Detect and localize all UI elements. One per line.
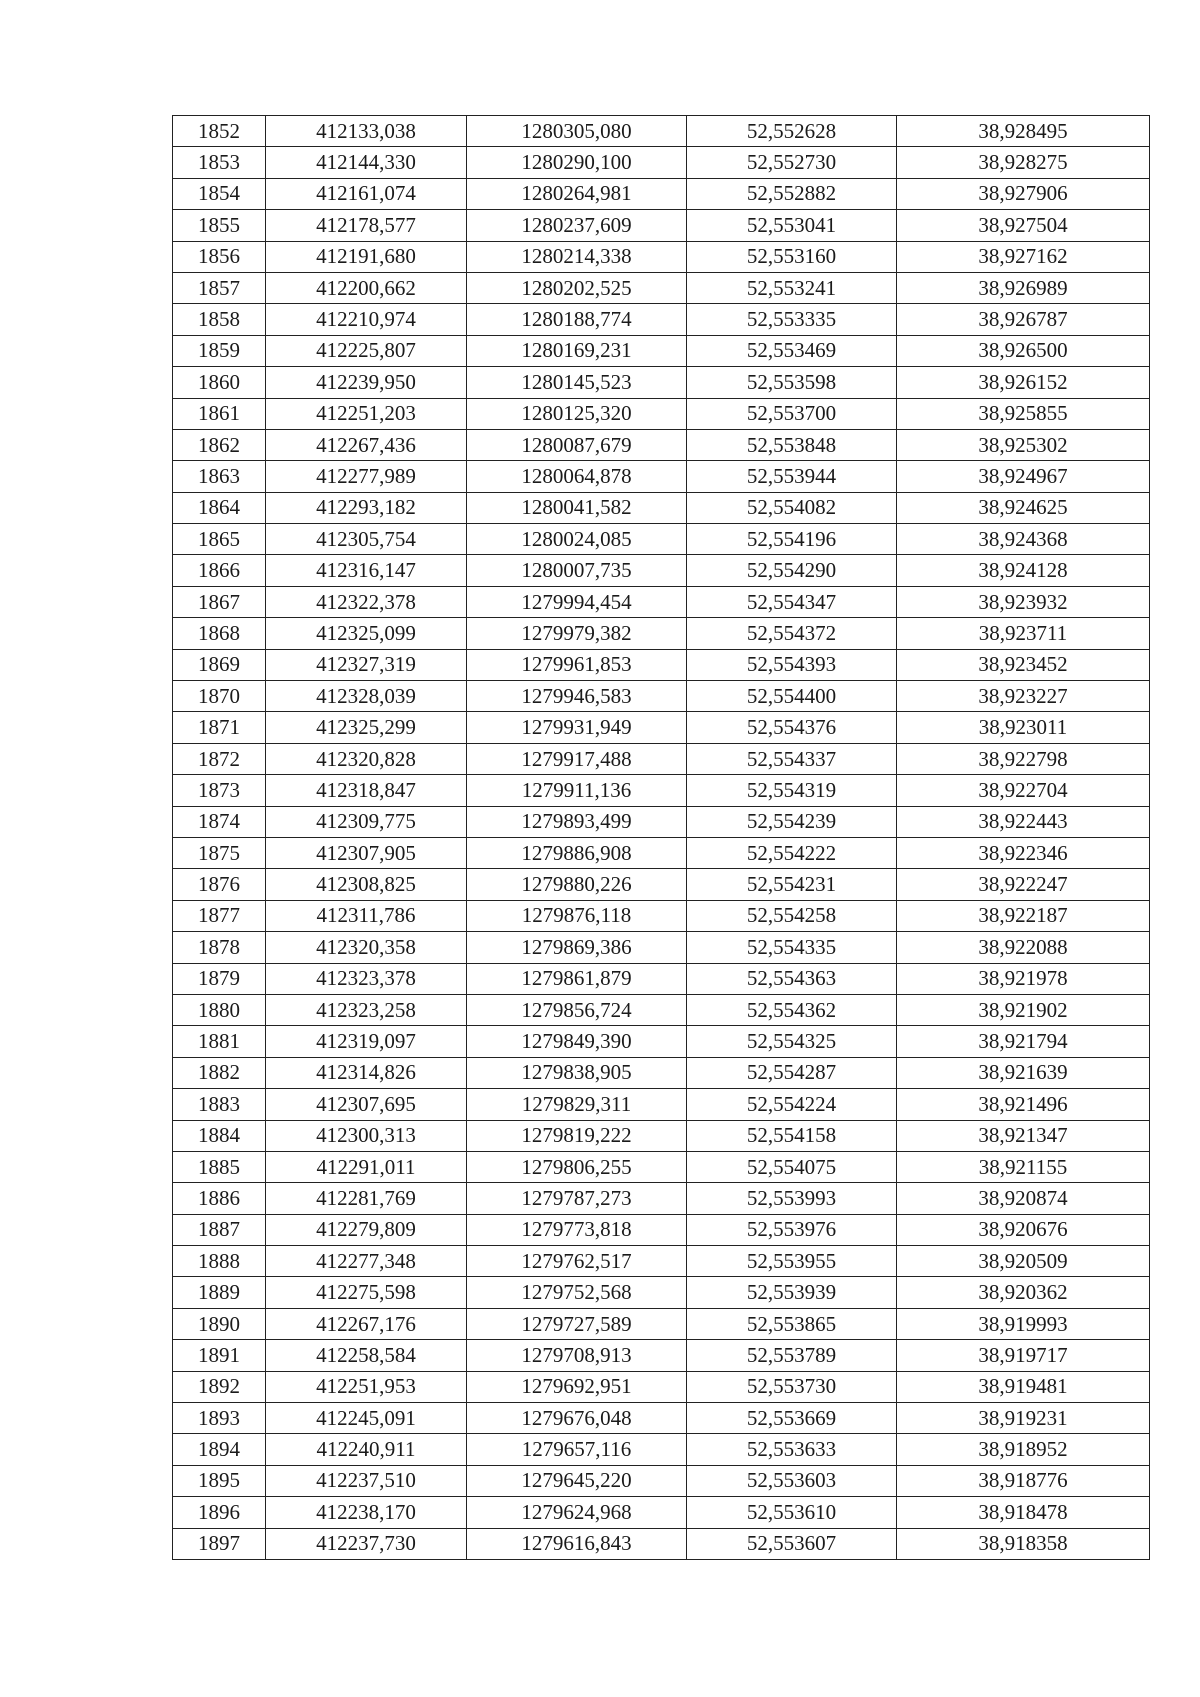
table-row [173, 869, 1150, 900]
x-coordinate-cell: 412239,950 [266, 367, 467, 398]
y-coordinate-cell: 1279869,386 [467, 932, 687, 963]
table-row [173, 398, 1150, 429]
y-coordinate-cell: 1280145,523 [467, 367, 687, 398]
point-number-cell: 1853 [173, 147, 266, 178]
longitude-cell: 38,926989 [897, 272, 1150, 303]
x-coordinate-cell: 412281,769 [266, 1183, 467, 1214]
longitude-cell: 38,919993 [897, 1308, 1150, 1339]
table-row [173, 1497, 1150, 1528]
longitude-cell: 38,919717 [897, 1340, 1150, 1371]
x-coordinate-cell: 412293,182 [266, 492, 467, 523]
y-coordinate-cell: 1280264,981 [467, 178, 687, 209]
longitude-cell: 38,928495 [897, 116, 1150, 147]
point-number-cell: 1878 [173, 932, 266, 963]
latitude-cell: 52,554393 [687, 649, 897, 680]
table-row [173, 1246, 1150, 1277]
y-coordinate-cell: 1280169,231 [467, 335, 687, 366]
point-number-cell: 1893 [173, 1403, 266, 1434]
longitude-cell: 38,924625 [897, 492, 1150, 523]
x-coordinate-cell: 412320,828 [266, 743, 467, 774]
latitude-cell: 52,554347 [687, 586, 897, 617]
x-coordinate-cell: 412251,953 [266, 1371, 467, 1402]
y-coordinate-cell: 1279946,583 [467, 681, 687, 712]
table-row [173, 681, 1150, 712]
point-number-cell: 1867 [173, 586, 266, 617]
y-coordinate-cell: 1279657,116 [467, 1434, 687, 1465]
longitude-cell: 38,927906 [897, 178, 1150, 209]
x-coordinate-cell: 412275,598 [266, 1277, 467, 1308]
x-coordinate-cell: 412161,074 [266, 178, 467, 209]
table-row [173, 1403, 1150, 1434]
x-coordinate-cell: 412191,680 [266, 241, 467, 272]
table-row [173, 555, 1150, 586]
longitude-cell: 38,920362 [897, 1277, 1150, 1308]
y-coordinate-cell: 1280237,609 [467, 210, 687, 241]
point-number-cell: 1885 [173, 1151, 266, 1182]
table-row [173, 618, 1150, 649]
latitude-cell: 52,553241 [687, 272, 897, 303]
table-row [173, 900, 1150, 931]
longitude-cell: 38,921496 [897, 1089, 1150, 1120]
y-coordinate-cell: 1279876,118 [467, 900, 687, 931]
x-coordinate-cell: 412238,170 [266, 1497, 467, 1528]
latitude-cell: 52,553598 [687, 367, 897, 398]
point-number-cell: 1897 [173, 1528, 266, 1559]
latitude-cell: 52,554376 [687, 712, 897, 743]
latitude-cell: 52,552730 [687, 147, 897, 178]
y-coordinate-cell: 1279931,949 [467, 712, 687, 743]
point-number-cell: 1865 [173, 524, 266, 555]
y-coordinate-cell: 1279911,136 [467, 775, 687, 806]
table-row [173, 1214, 1150, 1245]
longitude-cell: 38,922187 [897, 900, 1150, 931]
latitude-cell: 52,553976 [687, 1214, 897, 1245]
point-number-cell: 1856 [173, 241, 266, 272]
x-coordinate-cell: 412267,176 [266, 1308, 467, 1339]
y-coordinate-cell: 1280087,679 [467, 429, 687, 460]
y-coordinate-cell: 1279752,568 [467, 1277, 687, 1308]
latitude-cell: 52,554319 [687, 775, 897, 806]
y-coordinate-cell: 1280064,878 [467, 461, 687, 492]
point-number-cell: 1860 [173, 367, 266, 398]
longitude-cell: 38,924368 [897, 524, 1150, 555]
point-number-cell: 1854 [173, 178, 266, 209]
table-row [173, 649, 1150, 680]
point-number-cell: 1882 [173, 1057, 266, 1088]
x-coordinate-cell: 412245,091 [266, 1403, 467, 1434]
longitude-cell: 38,923452 [897, 649, 1150, 680]
point-number-cell: 1874 [173, 806, 266, 837]
x-coordinate-cell: 412225,807 [266, 335, 467, 366]
y-coordinate-cell: 1279727,589 [467, 1308, 687, 1339]
x-coordinate-cell: 412309,775 [266, 806, 467, 837]
longitude-cell: 38,920509 [897, 1246, 1150, 1277]
y-coordinate-cell: 1280125,320 [467, 398, 687, 429]
longitude-cell: 38,921639 [897, 1057, 1150, 1088]
table-row [173, 304, 1150, 335]
x-coordinate-cell: 412307,905 [266, 837, 467, 868]
table-row [173, 210, 1150, 241]
x-coordinate-cell: 412258,584 [266, 1340, 467, 1371]
y-coordinate-cell: 1279961,853 [467, 649, 687, 680]
point-number-cell: 1857 [173, 272, 266, 303]
point-number-cell: 1879 [173, 963, 266, 994]
longitude-cell: 38,922346 [897, 837, 1150, 868]
latitude-cell: 52,552628 [687, 116, 897, 147]
latitude-cell: 52,553160 [687, 241, 897, 272]
table-row [173, 1151, 1150, 1182]
y-coordinate-cell: 1279994,454 [467, 586, 687, 617]
y-coordinate-cell: 1280007,735 [467, 555, 687, 586]
longitude-cell: 38,922247 [897, 869, 1150, 900]
y-coordinate-cell: 1279856,724 [467, 994, 687, 1025]
longitude-cell: 38,921902 [897, 994, 1150, 1025]
latitude-cell: 52,553700 [687, 398, 897, 429]
x-coordinate-cell: 412323,378 [266, 963, 467, 994]
point-number-cell: 1869 [173, 649, 266, 680]
x-coordinate-cell: 412237,510 [266, 1465, 467, 1496]
table-row [173, 963, 1150, 994]
table-row [173, 116, 1150, 147]
longitude-cell: 38,922704 [897, 775, 1150, 806]
y-coordinate-cell: 1279806,255 [467, 1151, 687, 1182]
longitude-cell: 38,923711 [897, 618, 1150, 649]
latitude-cell: 52,553633 [687, 1434, 897, 1465]
longitude-cell: 38,921155 [897, 1151, 1150, 1182]
y-coordinate-cell: 1279645,220 [467, 1465, 687, 1496]
x-coordinate-cell: 412320,358 [266, 932, 467, 963]
longitude-cell: 38,926787 [897, 304, 1150, 335]
x-coordinate-cell: 412318,847 [266, 775, 467, 806]
y-coordinate-cell: 1279787,273 [467, 1183, 687, 1214]
table-row [173, 492, 1150, 523]
latitude-cell: 52,553789 [687, 1340, 897, 1371]
table-row [173, 932, 1150, 963]
x-coordinate-cell: 412240,911 [266, 1434, 467, 1465]
x-coordinate-cell: 412311,786 [266, 900, 467, 931]
latitude-cell: 52,554335 [687, 932, 897, 963]
y-coordinate-cell: 1279849,390 [467, 1026, 687, 1057]
latitude-cell: 52,554287 [687, 1057, 897, 1088]
y-coordinate-cell: 1279819,222 [467, 1120, 687, 1151]
longitude-cell: 38,918776 [897, 1465, 1150, 1496]
latitude-cell: 52,552882 [687, 178, 897, 209]
x-coordinate-cell: 412277,989 [266, 461, 467, 492]
latitude-cell: 52,554158 [687, 1120, 897, 1151]
latitude-cell: 52,554196 [687, 524, 897, 555]
latitude-cell: 52,553730 [687, 1371, 897, 1402]
latitude-cell: 52,554224 [687, 1089, 897, 1120]
table-row [173, 147, 1150, 178]
point-number-cell: 1892 [173, 1371, 266, 1402]
point-number-cell: 1895 [173, 1465, 266, 1496]
latitude-cell: 52,554258 [687, 900, 897, 931]
y-coordinate-cell: 1279616,843 [467, 1528, 687, 1559]
x-coordinate-cell: 412200,662 [266, 272, 467, 303]
latitude-cell: 52,554363 [687, 963, 897, 994]
latitude-cell: 52,554337 [687, 743, 897, 774]
point-number-cell: 1896 [173, 1497, 266, 1528]
point-number-cell: 1855 [173, 210, 266, 241]
x-coordinate-cell: 412210,974 [266, 304, 467, 335]
x-coordinate-cell: 412300,313 [266, 1120, 467, 1151]
table-row [173, 272, 1150, 303]
point-number-cell: 1891 [173, 1340, 266, 1371]
point-number-cell: 1884 [173, 1120, 266, 1151]
table-row [173, 1026, 1150, 1057]
latitude-cell: 52,553993 [687, 1183, 897, 1214]
table-row [173, 367, 1150, 398]
point-number-cell: 1875 [173, 837, 266, 868]
latitude-cell: 52,554231 [687, 869, 897, 900]
x-coordinate-cell: 412277,348 [266, 1246, 467, 1277]
x-coordinate-cell: 412305,754 [266, 524, 467, 555]
x-coordinate-cell: 412267,436 [266, 429, 467, 460]
table-row [173, 524, 1150, 555]
point-number-cell: 1894 [173, 1434, 266, 1465]
longitude-cell: 38,921794 [897, 1026, 1150, 1057]
point-number-cell: 1871 [173, 712, 266, 743]
x-coordinate-cell: 412314,826 [266, 1057, 467, 1088]
latitude-cell: 52,554239 [687, 806, 897, 837]
table-row [173, 1277, 1150, 1308]
point-number-cell: 1870 [173, 681, 266, 712]
longitude-cell: 38,920676 [897, 1214, 1150, 1245]
y-coordinate-cell: 1279979,382 [467, 618, 687, 649]
longitude-cell: 38,918478 [897, 1497, 1150, 1528]
latitude-cell: 52,554075 [687, 1151, 897, 1182]
x-coordinate-cell: 412291,011 [266, 1151, 467, 1182]
y-coordinate-cell: 1280041,582 [467, 492, 687, 523]
y-coordinate-cell: 1279676,048 [467, 1403, 687, 1434]
point-number-cell: 1861 [173, 398, 266, 429]
longitude-cell: 38,927162 [897, 241, 1150, 272]
y-coordinate-cell: 1279880,226 [467, 869, 687, 900]
longitude-cell: 38,926152 [897, 367, 1150, 398]
latitude-cell: 52,554082 [687, 492, 897, 523]
y-coordinate-cell: 1280024,085 [467, 524, 687, 555]
y-coordinate-cell: 1280202,525 [467, 272, 687, 303]
x-coordinate-cell: 412178,577 [266, 210, 467, 241]
x-coordinate-cell: 412322,378 [266, 586, 467, 617]
latitude-cell: 52,554222 [687, 837, 897, 868]
x-coordinate-cell: 412308,825 [266, 869, 467, 900]
x-coordinate-cell: 412325,099 [266, 618, 467, 649]
latitude-cell: 52,554362 [687, 994, 897, 1025]
point-number-cell: 1887 [173, 1214, 266, 1245]
longitude-cell: 38,922088 [897, 932, 1150, 963]
longitude-cell: 38,924967 [897, 461, 1150, 492]
table-row [173, 712, 1150, 743]
longitude-cell: 38,919231 [897, 1403, 1150, 1434]
latitude-cell: 52,553865 [687, 1308, 897, 1339]
latitude-cell: 52,553848 [687, 429, 897, 460]
x-coordinate-cell: 412279,809 [266, 1214, 467, 1245]
longitude-cell: 38,918952 [897, 1434, 1150, 1465]
y-coordinate-cell: 1279829,311 [467, 1089, 687, 1120]
y-coordinate-cell: 1280290,100 [467, 147, 687, 178]
latitude-cell: 52,553939 [687, 1277, 897, 1308]
point-number-cell: 1863 [173, 461, 266, 492]
table-row [173, 1528, 1150, 1559]
y-coordinate-cell: 1279861,879 [467, 963, 687, 994]
latitude-cell: 52,553607 [687, 1528, 897, 1559]
longitude-cell: 38,925855 [897, 398, 1150, 429]
point-number-cell: 1888 [173, 1246, 266, 1277]
table-row [173, 1089, 1150, 1120]
point-number-cell: 1872 [173, 743, 266, 774]
latitude-cell: 52,553669 [687, 1403, 897, 1434]
x-coordinate-cell: 412327,319 [266, 649, 467, 680]
y-coordinate-cell: 1280214,338 [467, 241, 687, 272]
latitude-cell: 52,553944 [687, 461, 897, 492]
longitude-cell: 38,921978 [897, 963, 1150, 994]
x-coordinate-cell: 412316,147 [266, 555, 467, 586]
y-coordinate-cell: 1280188,774 [467, 304, 687, 335]
point-number-cell: 1862 [173, 429, 266, 460]
x-coordinate-cell: 412319,097 [266, 1026, 467, 1057]
point-number-cell: 1858 [173, 304, 266, 335]
point-number-cell: 1877 [173, 900, 266, 931]
table-row [173, 994, 1150, 1025]
point-number-cell: 1889 [173, 1277, 266, 1308]
longitude-cell: 38,928275 [897, 147, 1150, 178]
longitude-cell: 38,925302 [897, 429, 1150, 460]
x-coordinate-cell: 412325,299 [266, 712, 467, 743]
point-number-cell: 1864 [173, 492, 266, 523]
longitude-cell: 38,923227 [897, 681, 1150, 712]
latitude-cell: 52,553610 [687, 1497, 897, 1528]
latitude-cell: 52,553041 [687, 210, 897, 241]
table-row [173, 1057, 1150, 1088]
y-coordinate-cell: 1279893,499 [467, 806, 687, 837]
latitude-cell: 52,554400 [687, 681, 897, 712]
table-row [173, 806, 1150, 837]
longitude-cell: 38,919481 [897, 1371, 1150, 1402]
longitude-cell: 38,920874 [897, 1183, 1150, 1214]
point-number-cell: 1866 [173, 555, 266, 586]
table-row [173, 1340, 1150, 1371]
table-row [173, 335, 1150, 366]
longitude-cell: 38,922443 [897, 806, 1150, 837]
point-number-cell: 1883 [173, 1089, 266, 1120]
point-number-cell: 1852 [173, 116, 266, 147]
longitude-cell: 38,927504 [897, 210, 1150, 241]
y-coordinate-cell: 1279762,517 [467, 1246, 687, 1277]
x-coordinate-cell: 412237,730 [266, 1528, 467, 1559]
table-row [173, 461, 1150, 492]
point-number-cell: 1880 [173, 994, 266, 1025]
point-number-cell: 1873 [173, 775, 266, 806]
table-row [173, 1434, 1150, 1465]
point-number-cell: 1859 [173, 335, 266, 366]
longitude-cell: 38,918358 [897, 1528, 1150, 1559]
x-coordinate-cell: 412133,038 [266, 116, 467, 147]
point-number-cell: 1890 [173, 1308, 266, 1339]
point-number-cell: 1886 [173, 1183, 266, 1214]
point-number-cell: 1876 [173, 869, 266, 900]
y-coordinate-cell: 1279624,968 [467, 1497, 687, 1528]
table-row [173, 1308, 1150, 1339]
y-coordinate-cell: 1279838,905 [467, 1057, 687, 1088]
coordinates-table [172, 115, 1150, 1560]
point-number-cell: 1868 [173, 618, 266, 649]
point-number-cell: 1881 [173, 1026, 266, 1057]
longitude-cell: 38,921347 [897, 1120, 1150, 1151]
longitude-cell: 38,926500 [897, 335, 1150, 366]
table-row [173, 1183, 1150, 1214]
latitude-cell: 52,553603 [687, 1465, 897, 1496]
table-row [173, 837, 1150, 868]
table-row [173, 1120, 1150, 1151]
y-coordinate-cell: 1279773,818 [467, 1214, 687, 1245]
x-coordinate-cell: 412307,695 [266, 1089, 467, 1120]
table-row [173, 178, 1150, 209]
x-coordinate-cell: 412144,330 [266, 147, 467, 178]
x-coordinate-cell: 412328,039 [266, 681, 467, 712]
x-coordinate-cell: 412323,258 [266, 994, 467, 1025]
x-coordinate-cell: 412251,203 [266, 398, 467, 429]
longitude-cell: 38,923011 [897, 712, 1150, 743]
latitude-cell: 52,554290 [687, 555, 897, 586]
table-row [173, 586, 1150, 617]
table-row [173, 775, 1150, 806]
y-coordinate-cell: 1279708,913 [467, 1340, 687, 1371]
y-coordinate-cell: 1279886,908 [467, 837, 687, 868]
latitude-cell: 52,553469 [687, 335, 897, 366]
table-row [173, 429, 1150, 460]
y-coordinate-cell: 1279692,951 [467, 1371, 687, 1402]
longitude-cell: 38,922798 [897, 743, 1150, 774]
table-row [173, 241, 1150, 272]
longitude-cell: 38,924128 [897, 555, 1150, 586]
latitude-cell: 52,554372 [687, 618, 897, 649]
table-row [173, 743, 1150, 774]
longitude-cell: 38,923932 [897, 586, 1150, 617]
coordinates-table-body [173, 116, 1150, 1560]
latitude-cell: 52,553335 [687, 304, 897, 335]
y-coordinate-cell: 1280305,080 [467, 116, 687, 147]
latitude-cell: 52,553955 [687, 1246, 897, 1277]
y-coordinate-cell: 1279917,488 [467, 743, 687, 774]
table-row [173, 1371, 1150, 1402]
table-row [173, 1465, 1150, 1496]
latitude-cell: 52,554325 [687, 1026, 897, 1057]
